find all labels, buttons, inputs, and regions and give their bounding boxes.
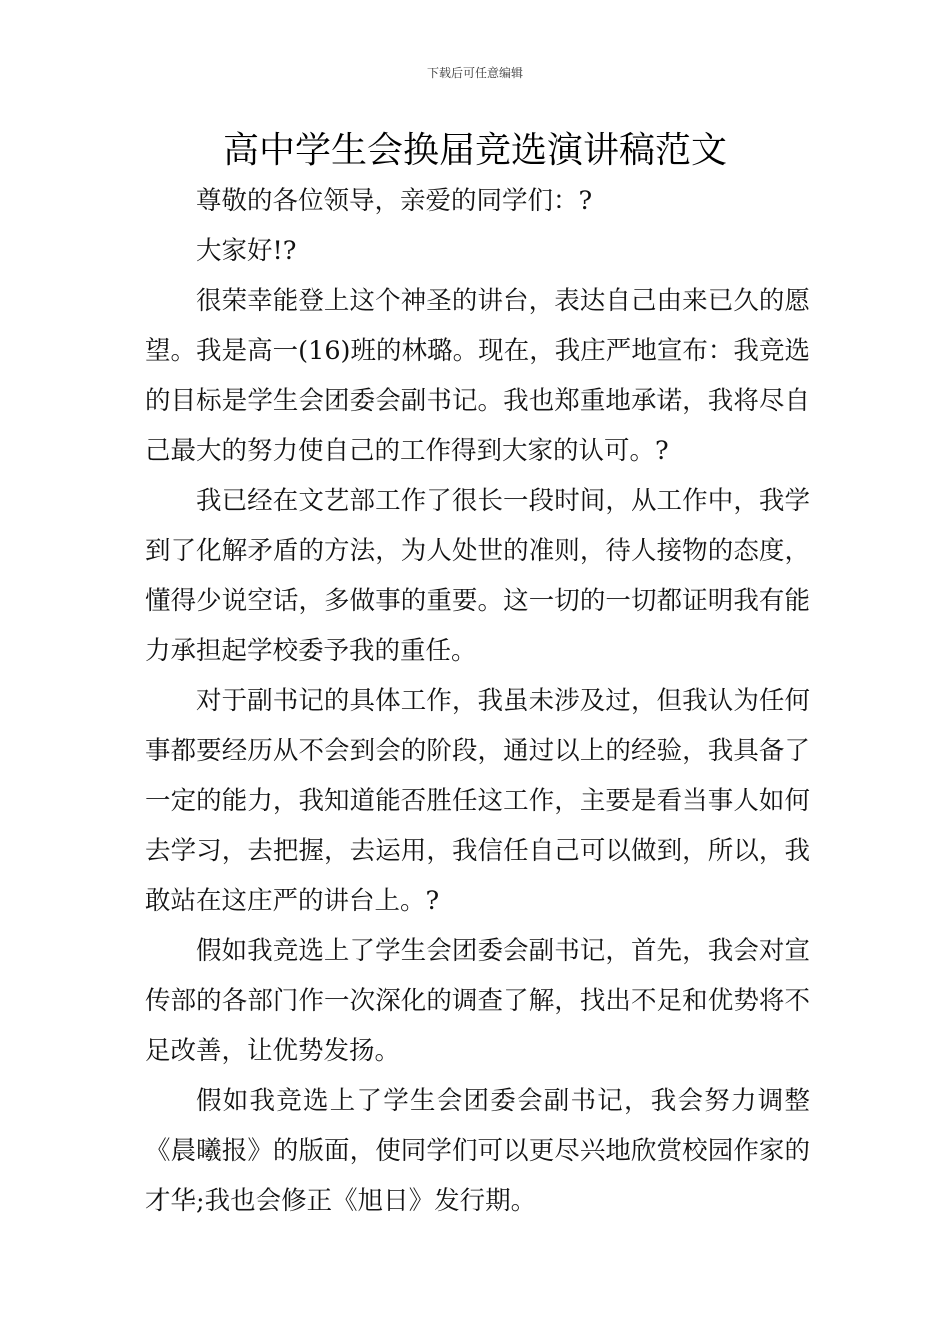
paragraph-plan-publicity: 假如我竞选上了学生会团委会副书记，首先，我会对宣传部的各部门作一次深化的调查了解，找出不足和优势将不足改善，让优势发扬。	[145, 936, 810, 1066]
paragraph-salutation: 尊敬的各位领导，亲爱的同学们：?	[196, 186, 593, 216]
paragraph-greeting: 大家好!?	[196, 236, 297, 266]
document-title: 高中学生会换届竞选演讲稿范文	[222, 130, 727, 171]
page-header-note: 下载后可任意编辑	[426, 66, 523, 80]
paragraph-experience: 我已经在文艺部工作了很长一段时间，从工作中，我学到了化解矛盾的方法，为人处世的准则，待人接物的态度，懂得少说空话，多做事的重要。这一切的一切都证明我有能力承担起学校委予我的重任。	[145, 486, 810, 666]
paragraph-introduction: 很荣幸能登上这个神圣的讲台，表达自己由来已久的愿望。我是高一(16)班的林璐。现在，我庄严地宣布：我竞选的目标是学生会团委会副书记。我也郑重地承诺，我将尽自己最大的努力使自己的工作得到大家的认可。?	[145, 286, 810, 466]
paragraph-ability: 对于副书记的具体工作，我虽未涉及过，但我认为任何事都要经历从不会到会的阶段，通过以上的经验，我具备了一定的能力，我知道能否胜任这工作，主要是看当事人如何去学习，去把握，去运用，我信任自己可以做到，所以，我敢站在这庄严的讲台上。?	[145, 686, 810, 916]
paragraph-plan-newspaper: 假如我竞选上了学生会团委会副书记，我会努力调整《晨曦报》的版面，使同学们可以更尽兴地欣赏校园作家的才华;我也会修正《旭日》发行期。	[145, 1086, 810, 1216]
document-body	[145, 176, 810, 1226]
